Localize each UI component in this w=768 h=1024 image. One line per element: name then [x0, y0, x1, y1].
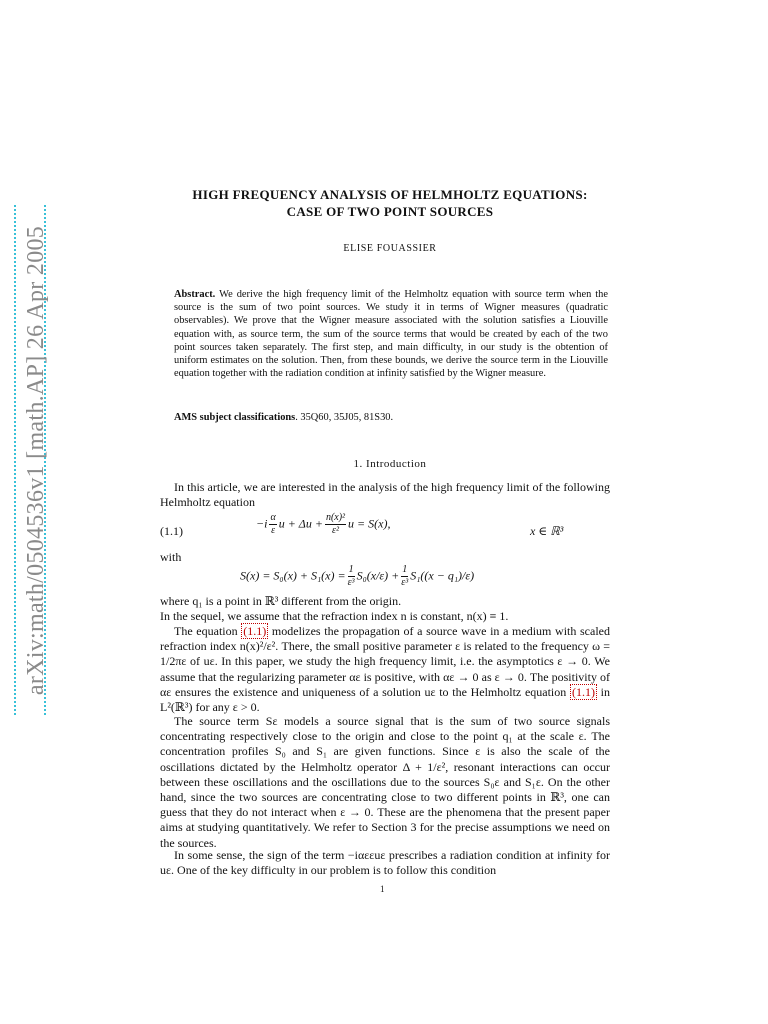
- paragraph-equation: [160, 624, 610, 715]
- eq2-fraction-2: [401, 564, 408, 589]
- paragraph-equation-text-a: The equation: [174, 624, 242, 638]
- eq2-s0: S₀(x/ε) +: [356, 568, 400, 583]
- equation-helmholtz: [256, 512, 390, 537]
- equation-reference-link-2[interactable]: (1.1): [571, 684, 595, 699]
- arxiv-stamp: [18, 210, 56, 710]
- paper-title-line-2: CASE OF TWO POINT SOURCES: [286, 204, 494, 219]
- ams-label: AMS subject classifications: [174, 412, 296, 423]
- abstract-label: Abstract.: [174, 289, 216, 300]
- ams-text: . 35Q60, 35J05, 81S30.: [295, 412, 394, 423]
- eq1-mid: u + Δu +: [278, 516, 323, 531]
- eq2-frac2-den: ε³: [401, 577, 409, 588]
- eq2-s1: S₁((x − q₁)/ε): [410, 568, 475, 583]
- section-title: 1. Introduction: [353, 458, 427, 470]
- paragraph-sequel: In the sequel, we assume that the refraction index n is constant, n(x) ≡ 1.: [160, 609, 509, 623]
- eq1-fraction-2: [325, 512, 346, 537]
- equation-reference-link[interactable]: (1.1): [243, 624, 267, 638]
- paragraph-q1: where q₁ is a point in ℝ³ different from the origin.: [160, 594, 402, 608]
- stamp-dotted-line-left: [14, 205, 16, 715]
- equation-domain: x ∈ ℝ³: [530, 524, 564, 538]
- eq2-frac2-num: 1: [402, 564, 408, 575]
- eq1-frac-num: α: [270, 512, 276, 523]
- arxiv-stamp-text: arXiv:math/0504536v1 [math.AP] 26 Apr 2005: [23, 225, 50, 695]
- eq1-rhs: u = S(x),: [348, 516, 391, 531]
- eq1-fraction: [269, 512, 276, 537]
- eq1-frac-den: ε: [271, 525, 276, 536]
- paragraph-radiation: In some sense, the sign of the term −iαεεuε prescribes a radiation condition at infinity for uε. One of the key difficulty in our problem is to follow this condition: [160, 848, 610, 878]
- intro-paragraph: In this article, we are interested in the analysis of the high frequency limit of the following Helmholtz equation: [160, 480, 610, 510]
- eq1-lhs: −i: [256, 516, 268, 531]
- paragraph-source-term: The source term Sε models a source signal that is the sum of two source signals concentrating respectively close to the origin and close to the point q₁ at the scale ε. The concentration profiles S₀ and S₁ are given functions. Since ε is also the scale of the oscillations dictated by the Helmholtz operator Δ + 1/ε², resonant interactions can occur between these oscillations and the oscillations due to the sources S₀ε and S₁ε. On the other hand, since the two sources are concentrating close to two different points in ℝ³, one can guess that they do not interact when ε → 0. These are the phenomena that the present paper aims at studying quantitatively. We refer to Section 3 for the precise assumptions we need on the sources.: [160, 714, 610, 850]
- abstract-text: We derive the high frequency limit of the Helmholtz equation with source term when the source is the sum of two point sources. We study it in terms of Wigner measures (quadratic observables). We prove that the Wigner measure associated with the solution satisfies a Liouville equation with, as source term, the sum of the source terms that would be created by each of the two point sources taken separately. The first step, and main difficulty, in our study is the obtention of uniform estimates on the solution. Then, from these bounds, we derive the source term in the Liouville equation together with the radiation condition at infinity satisfied by the Wigner measure.: [174, 289, 608, 380]
- ams-classifications: [174, 412, 393, 423]
- with-label: with: [160, 550, 182, 564]
- eq2-lhs: S(x) = S₀(x) + S₁(x) =: [240, 568, 346, 583]
- eq2-frac-num: 1: [348, 564, 354, 575]
- abstract: [174, 288, 608, 380]
- page-number: 1: [380, 884, 385, 894]
- eq1-frac2-den: ε²: [332, 525, 339, 536]
- paragraph-equation-text-b: modelizes the propagation of a source wave in a medium with scaled refraction index n(x)²/ε². There, the small positive parameter ε is related to the frequency ω = 1/2πε of uε. In this paper, we study the high frequency limit, i.e. the asymptotics ε → 0. We assume that the regularizing parameter αε is positive, with αε → 0 as ε → 0. The positivity of αε ensures the existence and uniqueness of a solution uε to the Helmholtz equation: [160, 624, 610, 699]
- eq2-frac-den: ε³: [347, 577, 355, 588]
- paper-title-line-1: HIGH FREQUENCY ANALYSIS OF HELMHOLTZ EQUATIONS:: [192, 187, 588, 202]
- eq2-fraction: [348, 564, 355, 589]
- paragraph-equation-text-c: in L²(ℝ³) for any ε > 0.: [160, 684, 610, 715]
- equation-number: (1.1): [160, 524, 183, 538]
- author: ELISE FOUASSIER: [343, 243, 437, 254]
- equation-source: [240, 564, 474, 589]
- eq1-frac2-num: n(x)²: [325, 512, 346, 523]
